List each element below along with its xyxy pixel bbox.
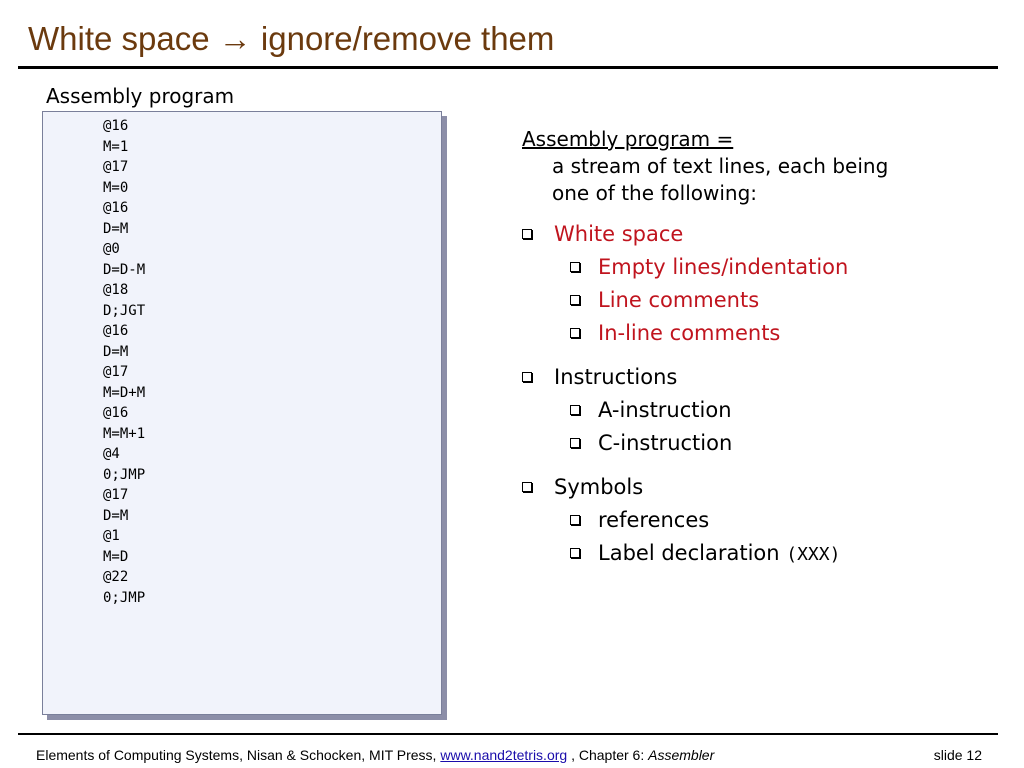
code-line: @0 [103,241,120,257]
square-bullet-icon [522,372,532,382]
title-divider [18,66,998,69]
square-bullet-icon [522,229,532,239]
code-line: @16 [103,323,129,339]
code-line: M=M+1 [103,425,146,442]
code-line: @17 [103,487,129,503]
square-bullet-icon [570,515,580,525]
code-line: M=1 [103,138,129,155]
slide-title: White space → ignore/remove them [28,20,555,57]
bullet-instructions: Instructions [522,361,1002,394]
footer [36,747,714,763]
code-line: @17 [103,364,129,380]
code-lines [103,116,145,608]
definition-title: Assembly program = [522,127,734,151]
slide-number: slide 12 [933,747,982,763]
code-line: D=M [103,343,129,360]
label-declaration-syntax: (XXX) [786,544,841,565]
code-line: @1 [103,528,120,544]
code-line: @22 [103,569,129,585]
label-declaration-text: Label declaration [598,541,780,565]
sub-bullet [522,537,1002,570]
code-line: @17 [103,159,129,175]
definition-line-2: one of the following: [552,181,758,205]
sub-bullet: C-instruction [522,427,1002,460]
definition-heading [522,126,1002,207]
code-line: @4 [103,446,120,462]
code-line: @18 [103,282,129,298]
sub-bullet: A-instruction [522,394,1002,427]
code-line: M=D [103,548,129,565]
footer-chapter-name: Assembler [648,747,715,763]
code-line: @16 [103,405,129,421]
square-bullet-icon [570,405,580,415]
sub-bullet: Empty lines/indentation [522,251,1002,284]
code-line: D;JGT [103,302,146,319]
definition-line-1: a stream of text lines, each being [552,154,889,178]
square-bullet-icon [570,328,580,338]
sub-bullet: references [522,504,1002,537]
code-box [42,111,442,715]
definition-panel [522,126,1002,570]
sub-bullet: Line comments [522,284,1002,317]
code-line: 0;JMP [103,466,146,483]
code-line: D=M [103,507,129,524]
square-bullet-icon [522,482,532,492]
code-line: M=0 [103,179,129,196]
footer-credit: Elements of Computing Systems, Nisan & Schocken, MIT Press, [36,747,437,763]
square-bullet-icon [570,438,580,448]
code-line: @16 [103,118,129,134]
bullet-symbols: Symbols [522,471,1002,504]
footer-divider [18,733,998,735]
code-label: Assembly program [46,84,235,108]
code-line: @16 [103,200,129,216]
code-line: M=D+M [103,384,146,401]
bullet-white-space: White space [522,218,1002,251]
code-line: 0;JMP [103,589,146,606]
square-bullet-icon [570,295,580,305]
sub-bullet: In-line comments [522,317,1002,350]
square-bullet-icon [570,262,580,272]
website-link[interactable]: www.nand2tetris.org [440,747,568,763]
footer-chapter: , Chapter 6: [571,747,645,763]
code-line: D=D-M [103,261,146,278]
square-bullet-icon [570,548,580,558]
code-line: D=M [103,220,129,237]
